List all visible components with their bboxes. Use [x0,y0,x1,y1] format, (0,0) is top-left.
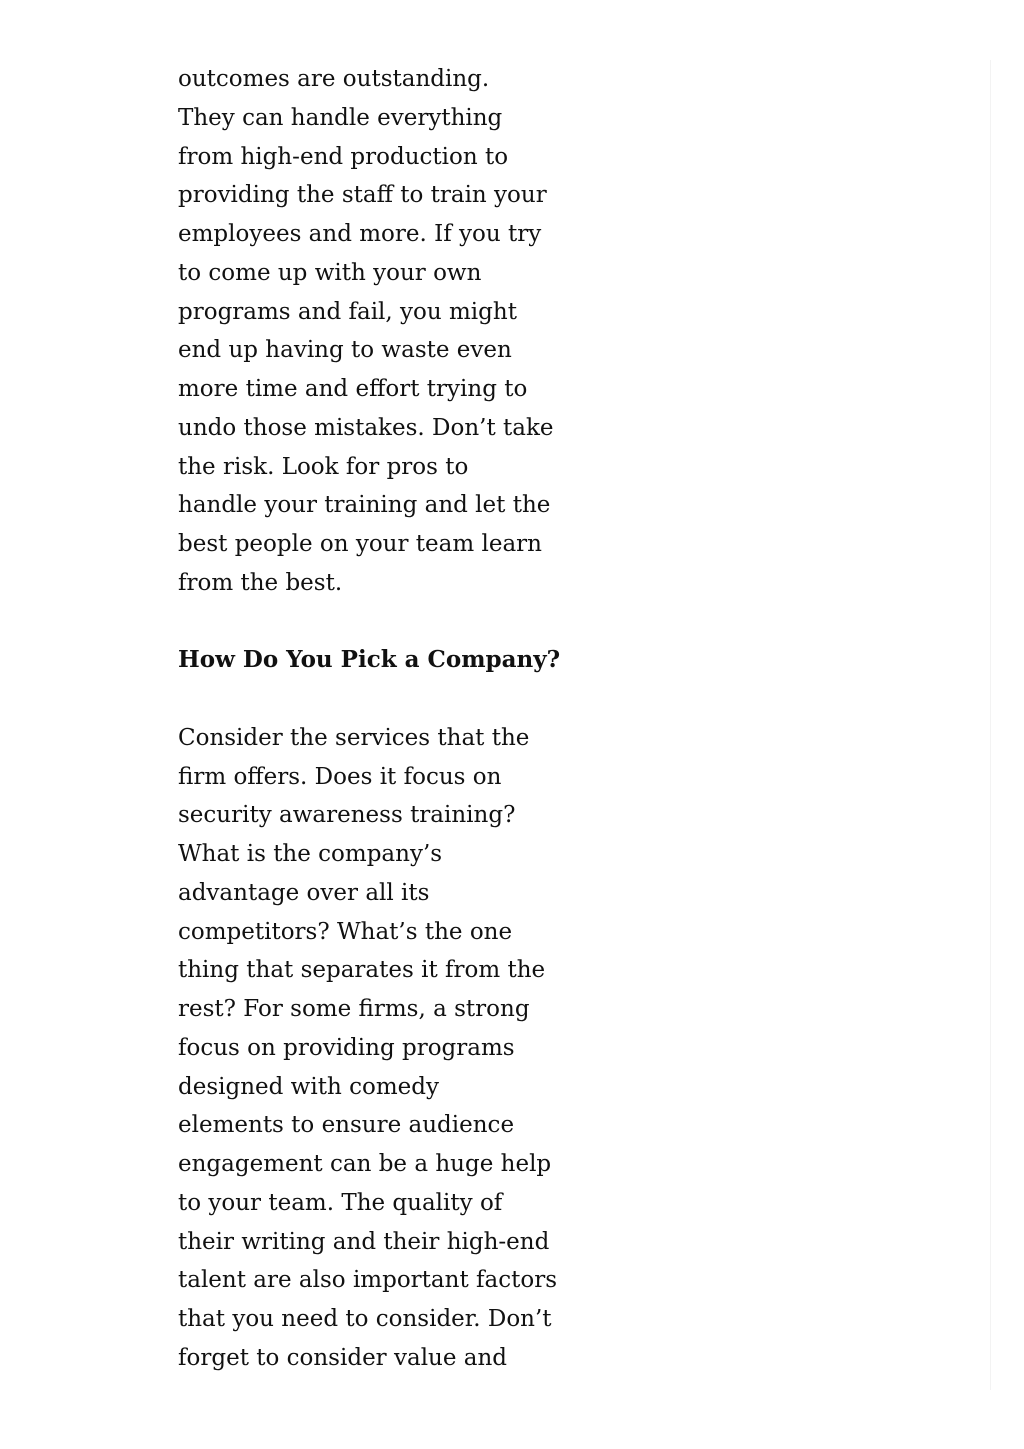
paragraph-line: forget to consider value and [178,1344,508,1371]
paragraph-intro [178,60,570,603]
paragraph-line: to come up with your own [178,259,482,286]
paragraph-line: rest? For some firms, a strong [178,996,530,1022]
paragraph-line: their writing and their high-end [178,1228,550,1255]
paragraph-line: more time and effort trying to [178,376,528,402]
paragraph-line: security awareness training? [178,802,516,829]
paragraph-line: to your team. The quality of [178,1189,503,1216]
paragraph-line: that you need to consider. Don’t [178,1306,552,1332]
paragraph-line: employees and more. If you try [178,221,542,247]
paragraph-company-selection [178,719,570,1378]
page-edge-divider [990,60,991,1390]
paragraph-line: designed with comedy [178,1073,439,1100]
paragraph-line: Consider the services that the [178,724,530,751]
paragraph-line: from the best. [178,569,343,596]
paragraph-line: elements to ensure audience [178,1112,515,1139]
paragraph-line: the risk. Look for pros to [178,453,469,480]
paragraph-spacing [178,680,570,719]
paragraph-line: competitors? What’s the one [178,918,513,945]
paragraph-line: thing that separates it from the [178,957,546,984]
paragraph-line: programs and fail, you might [178,298,517,325]
paragraph-line: firm offers. Does it focus on [178,763,502,790]
paragraph-line: providing the staff to train your [178,182,547,209]
section-heading: How Do You Pick a Company? [178,646,561,674]
paragraph-line: from high-end production to [178,143,509,170]
paragraph-line: outcomes are outstanding. [178,66,490,92]
paragraph-line: end up having to waste even [178,337,512,364]
article-body [178,60,570,1378]
paragraph-line: engagement can be a huge help [178,1151,552,1177]
paragraph-spacing [178,603,570,642]
paragraph-line: handle your training and let the [178,492,551,519]
paragraph-line: They can handle everything [178,104,503,131]
paragraph-line: What is the company’s [178,841,443,867]
paragraph-line: talent are also important factors [178,1267,557,1294]
paragraph-line: undo those mistakes. Don’t take [178,414,554,441]
paragraph-line: advantage over all its [178,879,430,906]
paragraph-line: best people on your team learn [178,531,542,557]
paragraph-line: focus on providing programs [178,1034,515,1061]
